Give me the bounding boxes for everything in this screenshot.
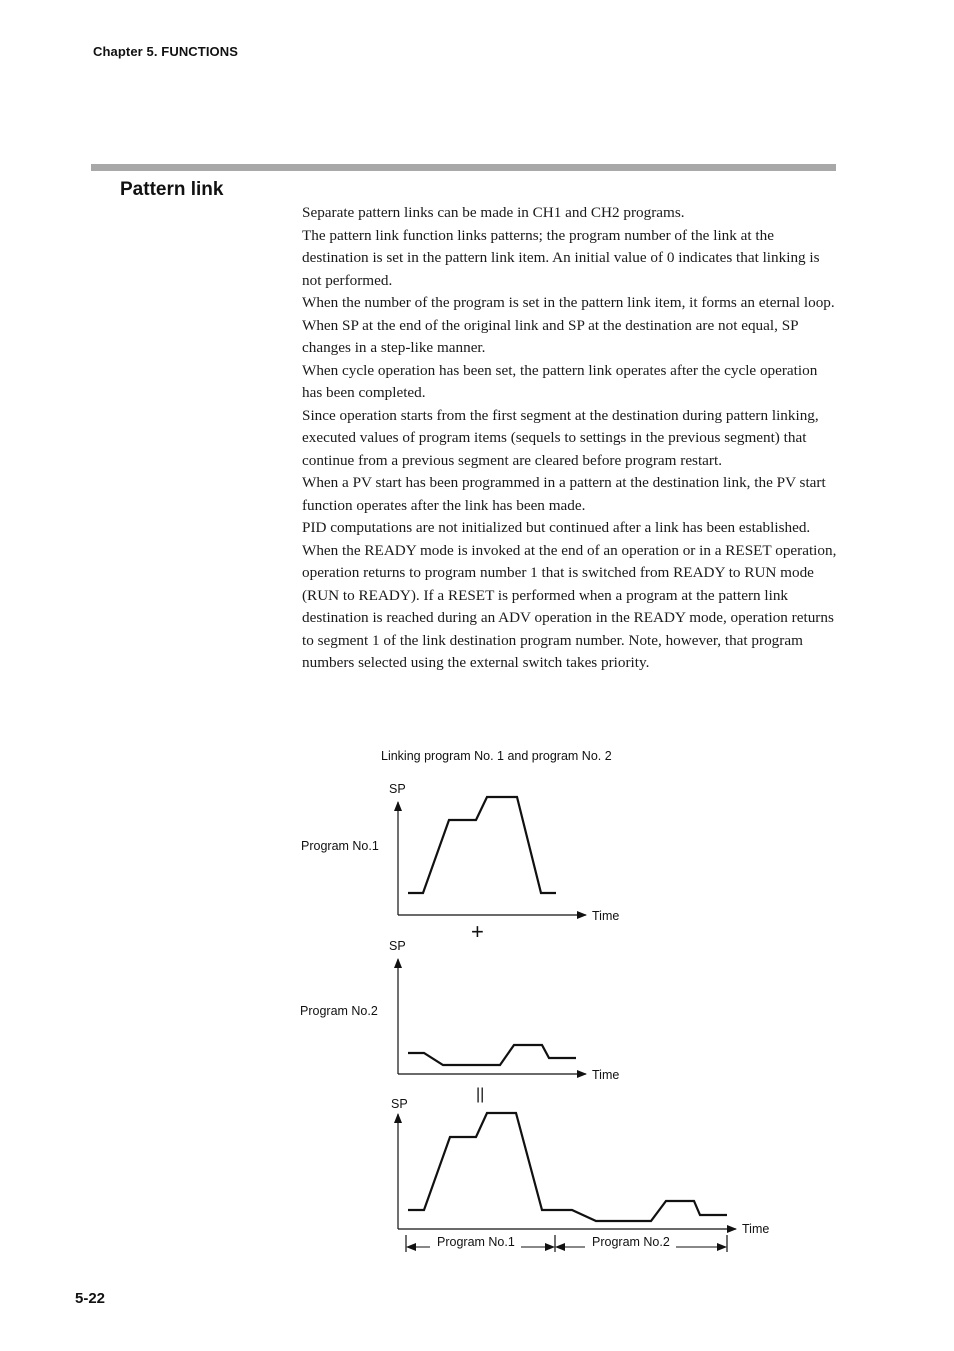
panel-program-1	[301, 782, 619, 923]
panel2-x-label: Time	[592, 1068, 620, 1082]
paragraph: When SP at the end of the original link and SP at the destination are not equal, SP changes in a step-like manner.	[302, 316, 799, 356]
panel3-y-label: SP	[391, 1097, 408, 1111]
page-number: 5-22	[75, 1290, 106, 1307]
paragraph: When a PV start has been programmed in a pattern at the destination link, the PV start function operates after the link has been made.	[302, 474, 826, 514]
paragraph: Separate pattern links can be made in CH1 and CH2 programs.	[302, 204, 685, 221]
panel1-program-label: Program No.1	[301, 839, 379, 853]
paragraph: When the number of the program is set in the pattern link item, it forms an eternal loop.	[302, 294, 835, 311]
equals-symbol: ||	[476, 1086, 485, 1103]
span2-label: Program No.2	[592, 1235, 670, 1249]
paragraph: The pattern link function links patterns; the program number of the link at the destination is set in the pattern link item. An initial value of 0 indicates that linking is not performed.	[302, 226, 820, 289]
linked-sp-trace	[408, 1113, 727, 1221]
plus-symbol: +	[471, 919, 484, 944]
panel-program-2	[300, 939, 619, 1082]
figure-caption: Linking program No. 1 and program No. 2	[381, 749, 612, 763]
panel1-x-label: Time	[592, 909, 620, 923]
paragraph: When cycle operation has been set, the pattern link operates after the cycle operation has been completed.	[302, 361, 818, 401]
panel3-x-label: Time	[742, 1222, 770, 1236]
panel1-y-label: SP	[389, 782, 406, 796]
paragraph: Since operation starts from the first segment at the destination during pattern linking, executed values of program items (sequels to settings in the previous segment) that continue from a previous segment are cleared before program restart.	[302, 406, 819, 469]
paragraph: When the READY mode is invoked at the end of an operation or in a RESET operation, operation returns to program number 1 that is switched from READY to RUN mode (RUN to READY). If a RESET is performed when a program at the pattern link destination is reached during an ADV operation in the READY mode, operation returns to segment 1 of the link destination program number. Note, however, that program numbers selected using the external switch takes priority.	[302, 541, 837, 671]
panel-linked-program	[391, 1097, 769, 1252]
section-title: Pattern link	[120, 179, 224, 200]
panel2-program-label: Program No.2	[300, 1004, 378, 1018]
chapter-header: Chapter 5. FUNCTIONS	[93, 44, 239, 59]
program2-sp-trace	[408, 1045, 576, 1065]
panel2-y-label: SP	[389, 939, 406, 953]
span1-label: Program No.1	[437, 1235, 515, 1249]
paragraph: PID computations are not initialized but continued after a link has been established.	[302, 519, 811, 536]
program1-sp-trace	[408, 797, 556, 893]
